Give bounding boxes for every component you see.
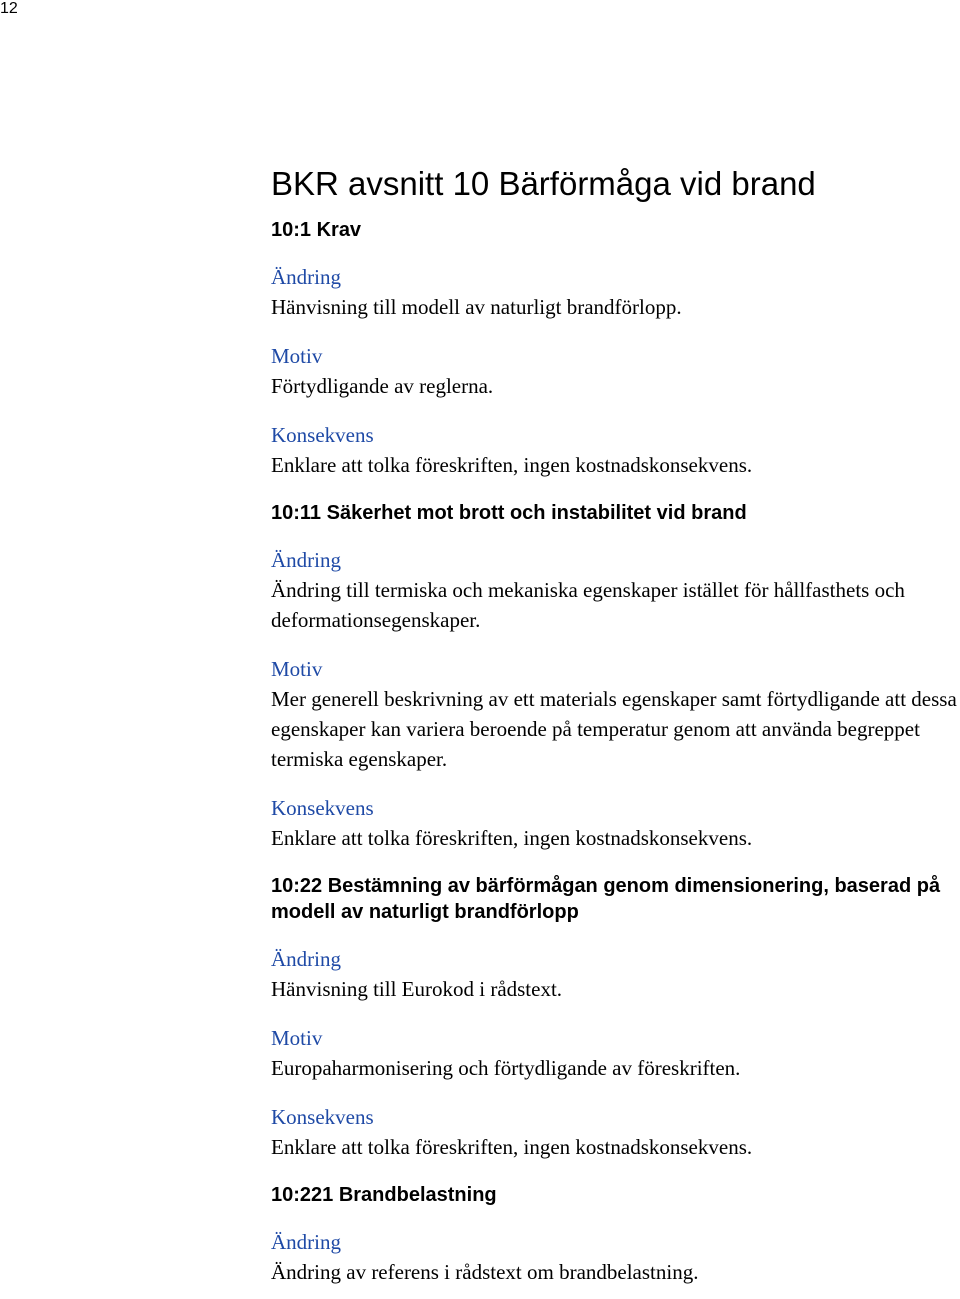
andring-text: Hänvisning till modell av naturligt brandförlopp. <box>271 295 682 319</box>
motiv-label: Motiv <box>271 344 323 368</box>
konsekvens-text: Enklare att tolka föreskriften, ingen kostnadskonsekvens. <box>271 826 753 850</box>
section-10-1 <box>271 217 960 480</box>
konsekvens-label: Konsekvens <box>271 423 374 447</box>
konsekvens-text: Enklare att tolka föreskriften, ingen kostnadskonsekvens. <box>271 453 753 477</box>
section-heading: 10:11 Säkerhet mot brott och instabilitet vid brand <box>271 502 747 524</box>
section-heading: 10:1 Krav <box>271 219 362 241</box>
motiv-text: Förtydligande av reglerna. <box>271 374 494 398</box>
andring-text: Ändring till termiska och mekaniska egenskaper istället för hållfasthets och deformationsegenskaper. <box>271 578 905 632</box>
document-title: BKR avsnitt 10 Bärförmåga vid brand <box>271 165 816 202</box>
section-10-22 <box>271 873 960 1162</box>
motiv-text: Europaharmonisering och förtydligande av föreskriften. <box>271 1056 741 1080</box>
section-heading: 10:22 Bestämning av bärförmågan genom dimensionering, baserad på modell av naturligt brandförlopp <box>271 875 941 923</box>
section-10-221 <box>271 1182 960 1287</box>
section-heading: 10:221 Brandbelastning <box>271 1184 497 1206</box>
andring-label: Ändring <box>271 265 341 289</box>
motiv-text: Mer generell beskrivning av ett materials egenskaper samt förtydligande att dessa egenskaper kan variera beroende på temperatur genom att använda begreppet termiska egenskaper. <box>271 687 957 771</box>
document-content <box>271 164 960 1287</box>
andring-text: Hänvisning till Eurokod i rådstext. <box>271 977 563 1001</box>
section-10-11 <box>271 500 960 853</box>
konsekvens-label: Konsekvens <box>271 1105 374 1129</box>
page-number: 12 <box>0 0 18 17</box>
andring-label: Ändring <box>271 1230 341 1254</box>
motiv-label: Motiv <box>271 1026 323 1050</box>
andring-text: Ändring av referens i rådstext om brandbelastning. <box>271 1260 699 1284</box>
konsekvens-label: Konsekvens <box>271 796 374 820</box>
andring-label: Ändring <box>271 947 341 971</box>
konsekvens-text: Enklare att tolka föreskriften, ingen kostnadskonsekvens. <box>271 1135 753 1159</box>
motiv-label: Motiv <box>271 657 323 681</box>
andring-label: Ändring <box>271 548 341 572</box>
